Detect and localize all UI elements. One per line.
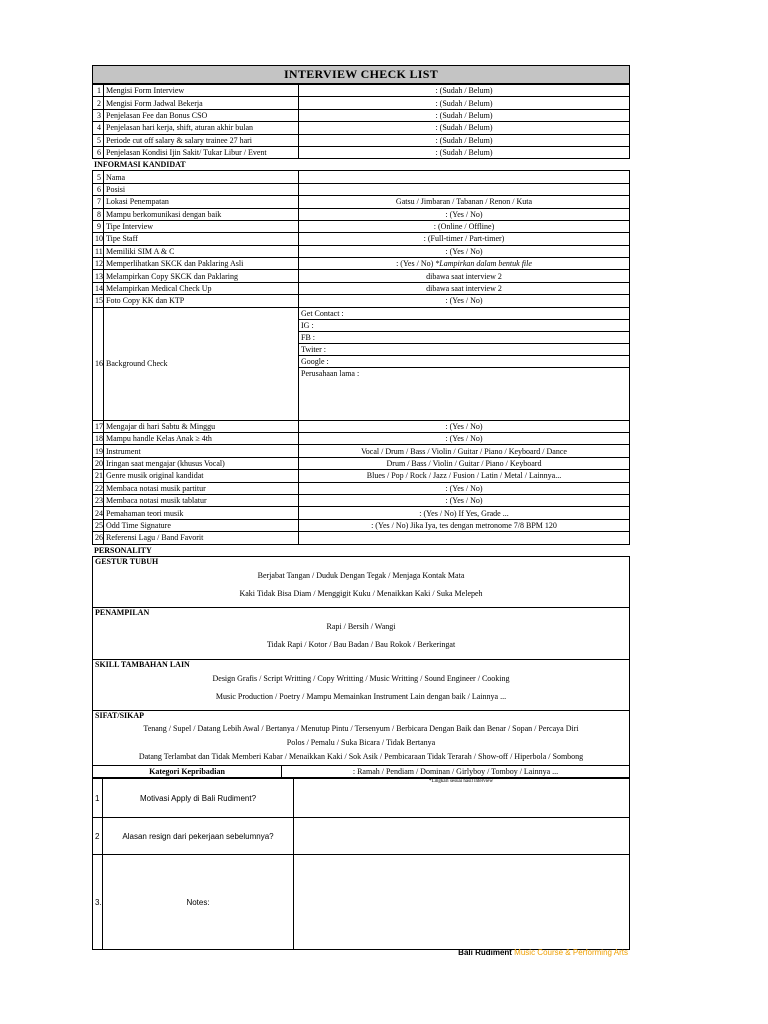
row-value-text: : (Yes / No) bbox=[445, 209, 483, 219]
row-value[interactable] bbox=[299, 270, 630, 282]
row-value[interactable] bbox=[299, 220, 630, 232]
table-row bbox=[93, 282, 630, 294]
row-label: Posisi bbox=[104, 183, 299, 195]
page-title: INTERVIEW CHECK LIST bbox=[92, 65, 630, 84]
question-text: Alasan resign dari pekerjaan sebelumnya? bbox=[103, 818, 294, 855]
row-label: Referensi Lagu / Band Favorit bbox=[104, 532, 299, 544]
row-label: Mampu berkomunikasi dengan baik bbox=[104, 208, 299, 220]
row-value[interactable] bbox=[299, 494, 630, 506]
row-value-text: : (Yes / No) bbox=[445, 421, 483, 431]
row-value-text: : (Sudah / Belum) bbox=[435, 135, 493, 145]
table-row bbox=[93, 183, 630, 195]
row-label: Mengisi Form Jadwal Bekerja bbox=[104, 97, 299, 109]
info-table bbox=[92, 170, 630, 544]
checklist-table bbox=[92, 84, 630, 159]
row-value-text: : (Sudah / Belum) bbox=[435, 148, 493, 158]
table-row bbox=[93, 295, 630, 307]
table-row bbox=[93, 109, 630, 121]
row-value[interactable] bbox=[299, 457, 630, 469]
sifat-line: Polos / Pemalu / Suka Bicara / Tidak Bertanya bbox=[286, 737, 436, 747]
row-value[interactable] bbox=[299, 482, 630, 494]
table-row bbox=[93, 482, 630, 494]
row-value[interactable] bbox=[299, 122, 630, 134]
row-value-text: : (Yes / No) bbox=[445, 483, 483, 493]
row-label: Melampirkan Medical Check Up bbox=[104, 282, 299, 294]
table-row bbox=[93, 457, 630, 469]
table-row bbox=[93, 420, 630, 432]
row-value-text: : (Sudah / Belum) bbox=[435, 110, 493, 120]
row-label: Mengajar di hari Sabtu & Minggu bbox=[104, 420, 299, 432]
kategori-label: Kategori Kepribadian bbox=[93, 766, 282, 777]
question-row bbox=[93, 818, 630, 855]
table-row bbox=[93, 233, 630, 245]
row-value-text: : (Yes / No) bbox=[396, 259, 436, 269]
row-label: Genre musik original kandidat bbox=[104, 470, 299, 482]
row-label: Penjelasan hari kerja, shift, aturan akhir bulan bbox=[104, 122, 299, 134]
penampilan-heading: PENAMPILAN bbox=[95, 607, 150, 617]
row-number: 12 bbox=[93, 258, 104, 270]
row-value[interactable] bbox=[299, 97, 630, 109]
row-value-text: : (Yes / No) Jika Iya, tes dengan metronome 7/8 BPM 120 bbox=[371, 520, 557, 530]
row-number: 13 bbox=[93, 270, 104, 282]
row-value-text: : (Online / Offline) bbox=[433, 222, 495, 232]
row-value[interactable] bbox=[299, 258, 630, 270]
row-label: Mengisi Form Interview bbox=[104, 85, 299, 97]
gestur-heading: GESTUR TUBUH bbox=[95, 556, 159, 566]
row-label: Pemahaman teori musik bbox=[104, 507, 299, 519]
row-value[interactable] bbox=[299, 507, 630, 519]
background-line[interactable]: Twiter : bbox=[299, 344, 629, 356]
sifat-line: Tenang / Supel / Datang Lebih Awal / Bertanya / Menutup Pintu / Tersenyum / Berbicara Dengan Baik dan Benar / Sopan / Percaya Diri bbox=[143, 723, 579, 733]
question-text: Motivasi Apply di Bali Rudiment? bbox=[103, 779, 294, 818]
small-note: *Lingkari sesuai hasil interview bbox=[428, 778, 493, 784]
question-row bbox=[93, 855, 630, 950]
row-label: Lokasi Penempatan bbox=[104, 196, 299, 208]
row-label: Mampu handle Kelas Anak ≥ 4th bbox=[104, 433, 299, 445]
penampilan-line: Rapi / Bersih / Wangi bbox=[326, 621, 396, 631]
penampilan-box bbox=[92, 608, 630, 660]
table-row bbox=[93, 196, 630, 208]
row-number: 21 bbox=[93, 470, 104, 482]
info-heading: INFORMASI KANDIDAT bbox=[94, 160, 186, 170]
row-label: Background Check bbox=[104, 307, 299, 420]
background-line[interactable]: Perusahaan lama : bbox=[301, 368, 360, 378]
row-value-text: Gatsu / Jimbaran / Tabanan / Renon / Kuta bbox=[395, 197, 533, 207]
row-value[interactable] bbox=[299, 420, 630, 432]
skill-box bbox=[92, 660, 630, 711]
row-value[interactable] bbox=[299, 445, 630, 457]
row-value-text: : (Sudah / Belum) bbox=[435, 123, 493, 133]
gestur-box bbox=[92, 556, 630, 608]
row-value-text: dibawa saat interview 2 bbox=[426, 284, 502, 294]
footer-brand: Bali Rudiment bbox=[458, 948, 512, 957]
row-number: 9 bbox=[93, 220, 104, 232]
row-label: Memperlihatkan SKCK dan Paklaring Asli bbox=[104, 258, 299, 270]
row-value-text: Drum / Bass / Violin / Guitar / Piano / Keyboard bbox=[386, 459, 542, 468]
row-number: 15 bbox=[93, 295, 104, 307]
footer-tagline: Music Course & Performing Arts bbox=[511, 948, 628, 957]
table-row bbox=[93, 470, 630, 482]
background-row bbox=[93, 307, 630, 420]
checklist-sheet bbox=[92, 65, 630, 787]
row-value-text: dibawa saat interview 2 bbox=[426, 271, 502, 281]
row-label: Penjelasan Fee dan Bonus CSO bbox=[104, 109, 299, 121]
row-value-text: : (Yes / No) bbox=[445, 246, 483, 256]
penampilan-line: Tidak Rapi / Kotor / Bau Badan / Bau Rokok / Berkeringat bbox=[266, 639, 456, 649]
skill-line: Design Grafis / Script Writting / Copy Writting / Music Writting / Sound Engineer / Cooking bbox=[212, 673, 510, 683]
row-label: Membaca notasi musik partitur bbox=[104, 482, 299, 494]
row-number: 2 bbox=[93, 97, 104, 109]
table-row bbox=[93, 507, 630, 519]
row-value[interactable] bbox=[299, 109, 630, 121]
row-value[interactable] bbox=[299, 282, 630, 294]
row-number: 17 bbox=[93, 420, 104, 432]
row-label: Nama bbox=[104, 171, 299, 183]
background-line[interactable]: IG : bbox=[299, 320, 629, 332]
row-value[interactable] bbox=[299, 134, 630, 146]
table-row bbox=[93, 270, 630, 282]
kategori-row bbox=[92, 766, 630, 778]
table-row bbox=[93, 134, 630, 146]
skill-line: Music Production / Poetry / Mampu Memainkan Instrument Lain dengan baik / Lainnya ... bbox=[215, 691, 507, 701]
row-number: 22 bbox=[93, 482, 104, 494]
table-row bbox=[93, 519, 630, 531]
answer-field[interactable] bbox=[294, 818, 630, 855]
row-number: 6 bbox=[93, 146, 104, 158]
row-value[interactable] bbox=[299, 85, 630, 97]
question-number: 1 bbox=[93, 779, 103, 818]
sifat-line: Datang Terlambat dan Tidak Memberi Kabar / Menaikkan Kaki / Sok Asik / Pembicaraan Tidak Terarah / Show-off / Hiperbola / Sombong bbox=[138, 751, 584, 761]
question-number: 2 bbox=[93, 818, 103, 855]
row-value[interactable] bbox=[299, 519, 630, 531]
row-number: 14 bbox=[93, 282, 104, 294]
row-number: 7 bbox=[93, 196, 104, 208]
answer-field[interactable] bbox=[294, 855, 630, 950]
table-row bbox=[93, 85, 630, 97]
questions-table bbox=[92, 778, 630, 950]
row-number: 5 bbox=[93, 171, 104, 183]
row-value-text: : (Yes / No) bbox=[445, 296, 483, 306]
row-label: Iringan saat mengajar (khusus Vocal) bbox=[104, 457, 299, 469]
row-value[interactable] bbox=[299, 233, 630, 245]
gestur-line: Kaki Tidak Bisa Diam / Menggigit Kuku / Menaikkan Kaki / Suka Melepeh bbox=[239, 588, 483, 598]
row-number: 16 bbox=[93, 307, 104, 420]
row-value-text: : (Yes / No) bbox=[445, 496, 483, 506]
table-row bbox=[93, 220, 630, 232]
row-value-text: : (Sudah / Belum) bbox=[435, 86, 493, 96]
row-value[interactable] bbox=[299, 196, 630, 208]
row-number: 10 bbox=[93, 233, 104, 245]
row-value-text: : (Sudah / Belum) bbox=[435, 98, 493, 108]
row-value-text: : (Full-timer / Part-timer) bbox=[423, 234, 505, 244]
question-number: 3. bbox=[93, 855, 103, 950]
answer-field[interactable] bbox=[294, 779, 630, 818]
table-row bbox=[93, 258, 630, 270]
row-number: 26 bbox=[93, 532, 104, 544]
row-number: 11 bbox=[93, 245, 104, 257]
question-row bbox=[93, 779, 630, 818]
row-value[interactable] bbox=[299, 208, 630, 220]
row-value[interactable] bbox=[299, 532, 630, 544]
background-line[interactable]: Get Contact : bbox=[299, 308, 629, 320]
background-line[interactable]: Google : bbox=[299, 356, 629, 368]
sifat-heading: SIFAT/SIKAP bbox=[95, 710, 145, 720]
row-label: Instrument bbox=[104, 445, 299, 457]
row-value-note: *Lampirkan dalam bentuk file bbox=[435, 259, 532, 269]
row-number: 19 bbox=[93, 445, 104, 457]
row-value-text: : (Yes / No) If Yes, Grade ... bbox=[419, 508, 509, 518]
row-number: 1 bbox=[93, 85, 104, 97]
personality-heading: PERSONALITY bbox=[94, 545, 152, 555]
row-label: Foto Copy KK dan KTP bbox=[104, 295, 299, 307]
row-value[interactable] bbox=[299, 470, 630, 482]
background-line[interactable]: FB : bbox=[299, 332, 629, 344]
row-value-text: Vocal / Drum / Bass / Violin / Guitar / Piano / Keyboard / Dance bbox=[361, 446, 567, 456]
table-row bbox=[93, 445, 630, 457]
row-value[interactable] bbox=[299, 146, 630, 158]
row-number: 4 bbox=[93, 122, 104, 134]
row-value[interactable] bbox=[299, 183, 630, 195]
row-label: Penjelasan Kondisi Ijin Sakit/ Tukar Libur / Event bbox=[104, 146, 299, 158]
row-label: Membaca notasi musik tablatur bbox=[104, 494, 299, 506]
row-value[interactable] bbox=[299, 245, 630, 257]
footer bbox=[0, 948, 628, 957]
row-value[interactable] bbox=[299, 171, 630, 183]
row-number: 25 bbox=[93, 519, 104, 531]
row-value[interactable] bbox=[299, 433, 630, 445]
row-number: 18 bbox=[93, 433, 104, 445]
table-row bbox=[93, 146, 630, 158]
skill-heading: SKILL TAMBAHAN LAIN bbox=[95, 659, 190, 669]
row-label: Periode cut off salary & salary trainee 27 hari bbox=[104, 134, 299, 146]
background-lines bbox=[299, 307, 630, 420]
table-row bbox=[93, 433, 630, 445]
row-label: Memiliki SIM A & C bbox=[104, 245, 299, 257]
row-number: 3 bbox=[93, 109, 104, 121]
table-row bbox=[93, 97, 630, 109]
row-number: 8 bbox=[93, 208, 104, 220]
table-row bbox=[93, 532, 630, 544]
row-value-text: Blues / Pop / Rock / Jazz / Fusion / Latin / Metal / Lainnya... bbox=[366, 471, 562, 481]
row-label: Odd Time Signature bbox=[104, 519, 299, 531]
row-number: 6 bbox=[93, 183, 104, 195]
row-number: 23 bbox=[93, 494, 104, 506]
table-row bbox=[93, 171, 630, 183]
table-row bbox=[93, 122, 630, 134]
row-number: 24 bbox=[93, 507, 104, 519]
row-label: Melampirkan Copy SKCK dan Paklaring bbox=[104, 270, 299, 282]
row-value[interactable] bbox=[299, 295, 630, 307]
kategori-value: : Ramah / Pendiam / Dominan / Girlyboy / Tomboy / Lainnya ... bbox=[352, 766, 559, 776]
sifat-box bbox=[92, 711, 630, 766]
row-label: Tipe Staff bbox=[104, 233, 299, 245]
row-number: 5 bbox=[93, 134, 104, 146]
row-number: 20 bbox=[93, 457, 104, 469]
row-value-text: : (Yes / No) bbox=[445, 434, 483, 444]
question-text: Notes: bbox=[103, 855, 294, 950]
table-row bbox=[93, 245, 630, 257]
row-label: Tipe Interview bbox=[104, 220, 299, 232]
table-row bbox=[93, 208, 630, 220]
table-row bbox=[93, 494, 630, 506]
gestur-line: Berjabat Tangan / Duduk Dengan Tegak / Menjaga Kontak Mata bbox=[257, 570, 465, 580]
